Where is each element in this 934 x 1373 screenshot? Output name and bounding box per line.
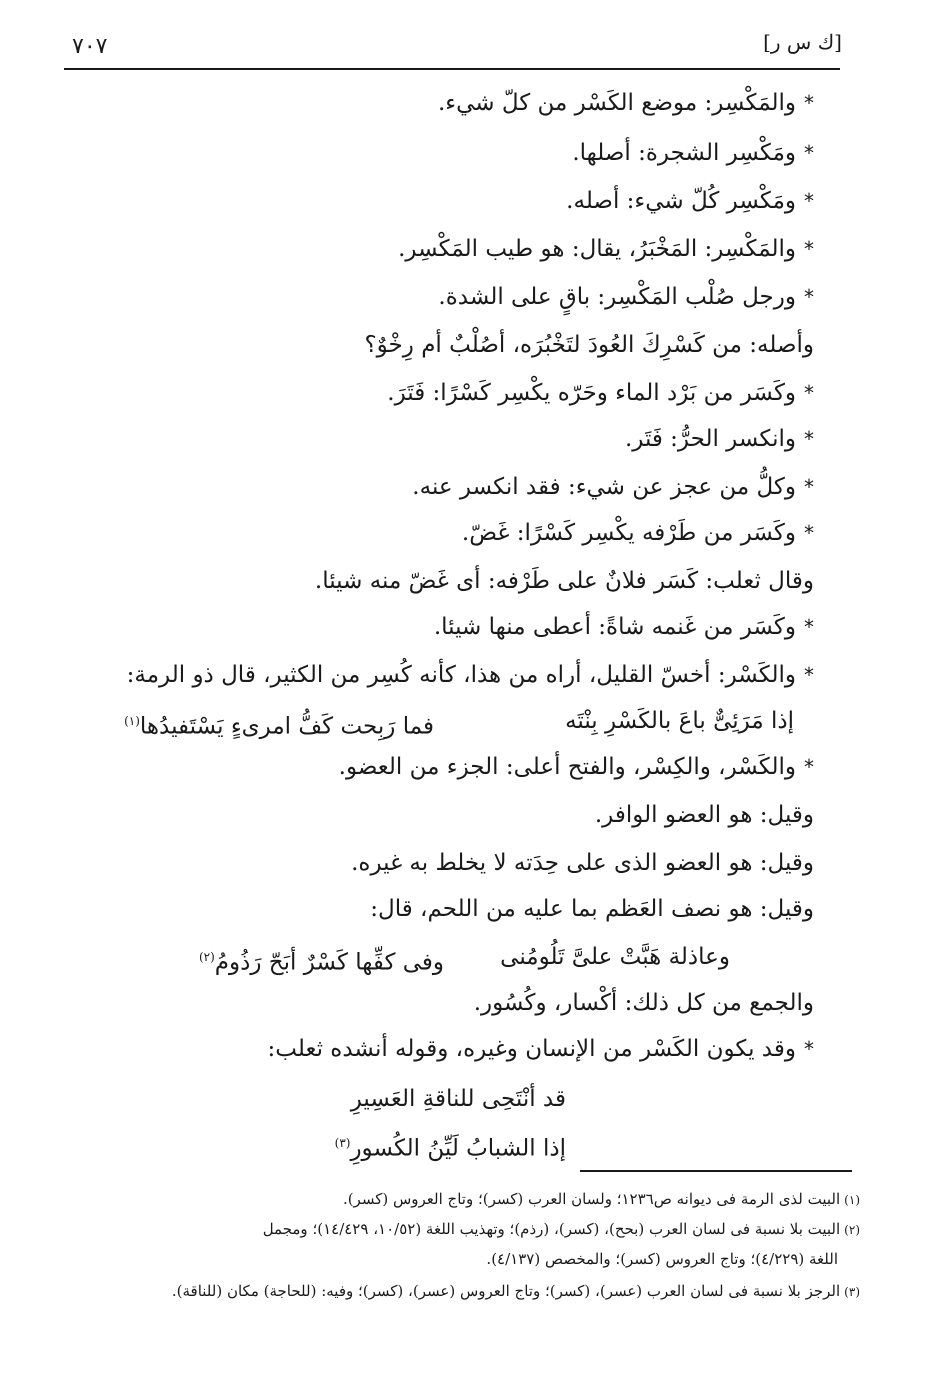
asterisk-marker: * — [804, 141, 814, 165]
entry-text: وقد يكون الكَسْر من الإنسان وغيره، وقوله أنشده ثعلب: — [267, 1036, 796, 1062]
verse-first-hemistich: وعاذلة هَبَّتْ علىَّ تَلُومُنى — [500, 944, 730, 970]
entry-text: والكَسْر، والكِسْر، والفتح أعلى: الجزء من العضو. — [338, 754, 796, 780]
entry-line — [625, 424, 814, 454]
asterisk-marker: * — [804, 755, 814, 779]
entry-line — [315, 566, 814, 596]
entry-text: وانكسر الحرُّ: فَتَر. — [624, 426, 796, 452]
entry-line — [268, 1034, 814, 1064]
asterisk-marker: * — [804, 285, 814, 309]
rajaz-text: إذا الشبابُ لَيِّنُ الكُسورِ — [350, 1135, 566, 1162]
entry-text: وكَسَر من طَرْفه يكْسِر كَسْرًا: غَضّ. — [461, 520, 796, 546]
verse-text: فما رَبِحت كَفُّ امرىءٍ يَسْتَفيدُها — [139, 713, 434, 740]
footnote-text: اللغة (٤/٢٢٩)؛ وتاج العروس (كسر)؛ والمخصص (٤/١٣٧). — [486, 1250, 838, 1268]
asterisk-marker: * — [804, 91, 814, 115]
entry-line — [566, 186, 814, 216]
entry-line — [438, 282, 814, 312]
footnote-ref: (١) — [124, 714, 140, 728]
entry-text: والمَكْسِر: المَخْبَرُ، يقال: هو طيب المَكْسِر. — [398, 236, 796, 262]
asterisk-marker: * — [804, 237, 814, 261]
asterisk-marker: * — [804, 1037, 814, 1061]
footnote-text: البيت لذى الرمة فى ديوانه ص١٢٣٦؛ ولسان العرب (كسر)؛ وتاج العروس (كسر). — [342, 1190, 841, 1208]
asterisk-marker: * — [804, 189, 814, 213]
entry-line — [339, 752, 814, 782]
entry-text: ومَكْسِر الشجرة: أصلها. — [572, 140, 796, 166]
entry-line — [595, 800, 814, 830]
footnote-number: (١) — [844, 1193, 860, 1207]
entry-text: والمَكْسِر: موضع الكَسْر من كلّ شيء. — [437, 90, 796, 116]
entry-line — [351, 848, 814, 878]
entry-line — [127, 660, 814, 690]
entry-text: وكلُّ من عجز عن شيء: فقد انكسر عنه. — [412, 474, 796, 500]
entry-line — [462, 518, 814, 548]
entry-text: وقال ثعلب: كَسَر فلانٌ على طَرْفه: أى غَضّ منه شيئا. — [314, 568, 814, 594]
entry-text: والجمع من كل ذلك: أكْسار، وكُسُور. — [473, 990, 814, 1016]
entry-line — [364, 330, 814, 360]
entry-text: وأصله: من كَسْرِكَ العُودَ لتَخْبُرَه، أصُلْبٌ أم رِخْوٌ؟ — [364, 332, 814, 358]
footnote — [343, 1188, 860, 1211]
entry-line — [474, 988, 814, 1018]
verse-second-hemistich — [199, 942, 444, 978]
asterisk-marker: * — [804, 615, 814, 639]
entry-line — [370, 894, 814, 924]
asterisk-marker: * — [804, 475, 814, 499]
asterisk-marker: * — [804, 427, 814, 451]
footnote-continuation — [486, 1248, 838, 1270]
entry-text: ومَكْسِر كُلّ شيء: أصله. — [566, 188, 796, 214]
rajaz-line — [335, 1128, 566, 1164]
footnote — [263, 1218, 860, 1241]
footnote-text: البيت بلا نسبة فى لسان العرب (بحح)، (كسر)، (رذم)؛ وتهذيب اللغة (١٠/٥٢، ١٤/٤٢٩)؛ ومجمل — [262, 1220, 841, 1238]
rajaz-line: قد أنْتَحِى للناقةِ العَسِيرِ — [350, 1086, 566, 1112]
footnote-ref: (٣) — [334, 1136, 351, 1150]
asterisk-marker: * — [804, 663, 814, 687]
entry-root-header: [ك س ر] — [763, 30, 842, 54]
asterisk-marker: * — [804, 381, 814, 405]
entry-text: وقيل: هو نصف العَظم بما عليه من اللحم، قال: — [370, 896, 814, 922]
footnote — [172, 1280, 860, 1303]
header-divider — [64, 68, 840, 70]
footnote-divider — [580, 1170, 852, 1172]
page-number: ٧٠٧ — [72, 34, 108, 59]
entry-text: وقيل: هو العضو الوافر. — [594, 802, 814, 828]
entry-text: وكَسَر من غَنمه شاةً: أعطى منها شيئا. — [433, 614, 796, 640]
entry-text: ورجل صُلْب المَكْسِر: باقٍ على الشدة. — [438, 284, 796, 310]
verse-second-hemistich — [124, 706, 434, 742]
entry-line — [572, 138, 814, 168]
entry-text: وكَسَر من بَرْد الماء وحَرّه يكْسِر كَسْرًا: فَتَرَ. — [387, 380, 796, 406]
verse-text: وفى كفِّها كَسْرٌ أبَحّ رَذُومُ — [214, 949, 444, 976]
entry-line — [398, 234, 814, 264]
footnote-number: (٣) — [844, 1285, 860, 1299]
footnote-ref: (٢) — [198, 950, 215, 964]
entry-text: والكَسْر: أخسّ القليل، أراه من هذا، كأنه كُسِر من الكثير، قال ذو الرمة: — [126, 662, 796, 688]
entry-line — [387, 378, 814, 408]
asterisk-marker: * — [804, 521, 814, 545]
footnote-text: الرجز بلا نسبة فى لسان العرب (عسر)، (كسر)؛ وتاج العروس (عسر)، (كسر)؛ وفيه: (للحاجة) مكان (للناقة). — [171, 1282, 841, 1300]
footnote-number: (٢) — [844, 1223, 860, 1237]
entry-line — [434, 612, 814, 642]
entry-line — [438, 88, 814, 118]
entry-text: وقيل: هو العضو الذى على حِدَته لا يخلط به غيره. — [351, 850, 814, 876]
entry-line — [412, 472, 814, 502]
verse-first-hemistich: إذا مَرَئِىٌّ باعَ بالكَسْرِ بِنْتَه — [565, 708, 794, 734]
